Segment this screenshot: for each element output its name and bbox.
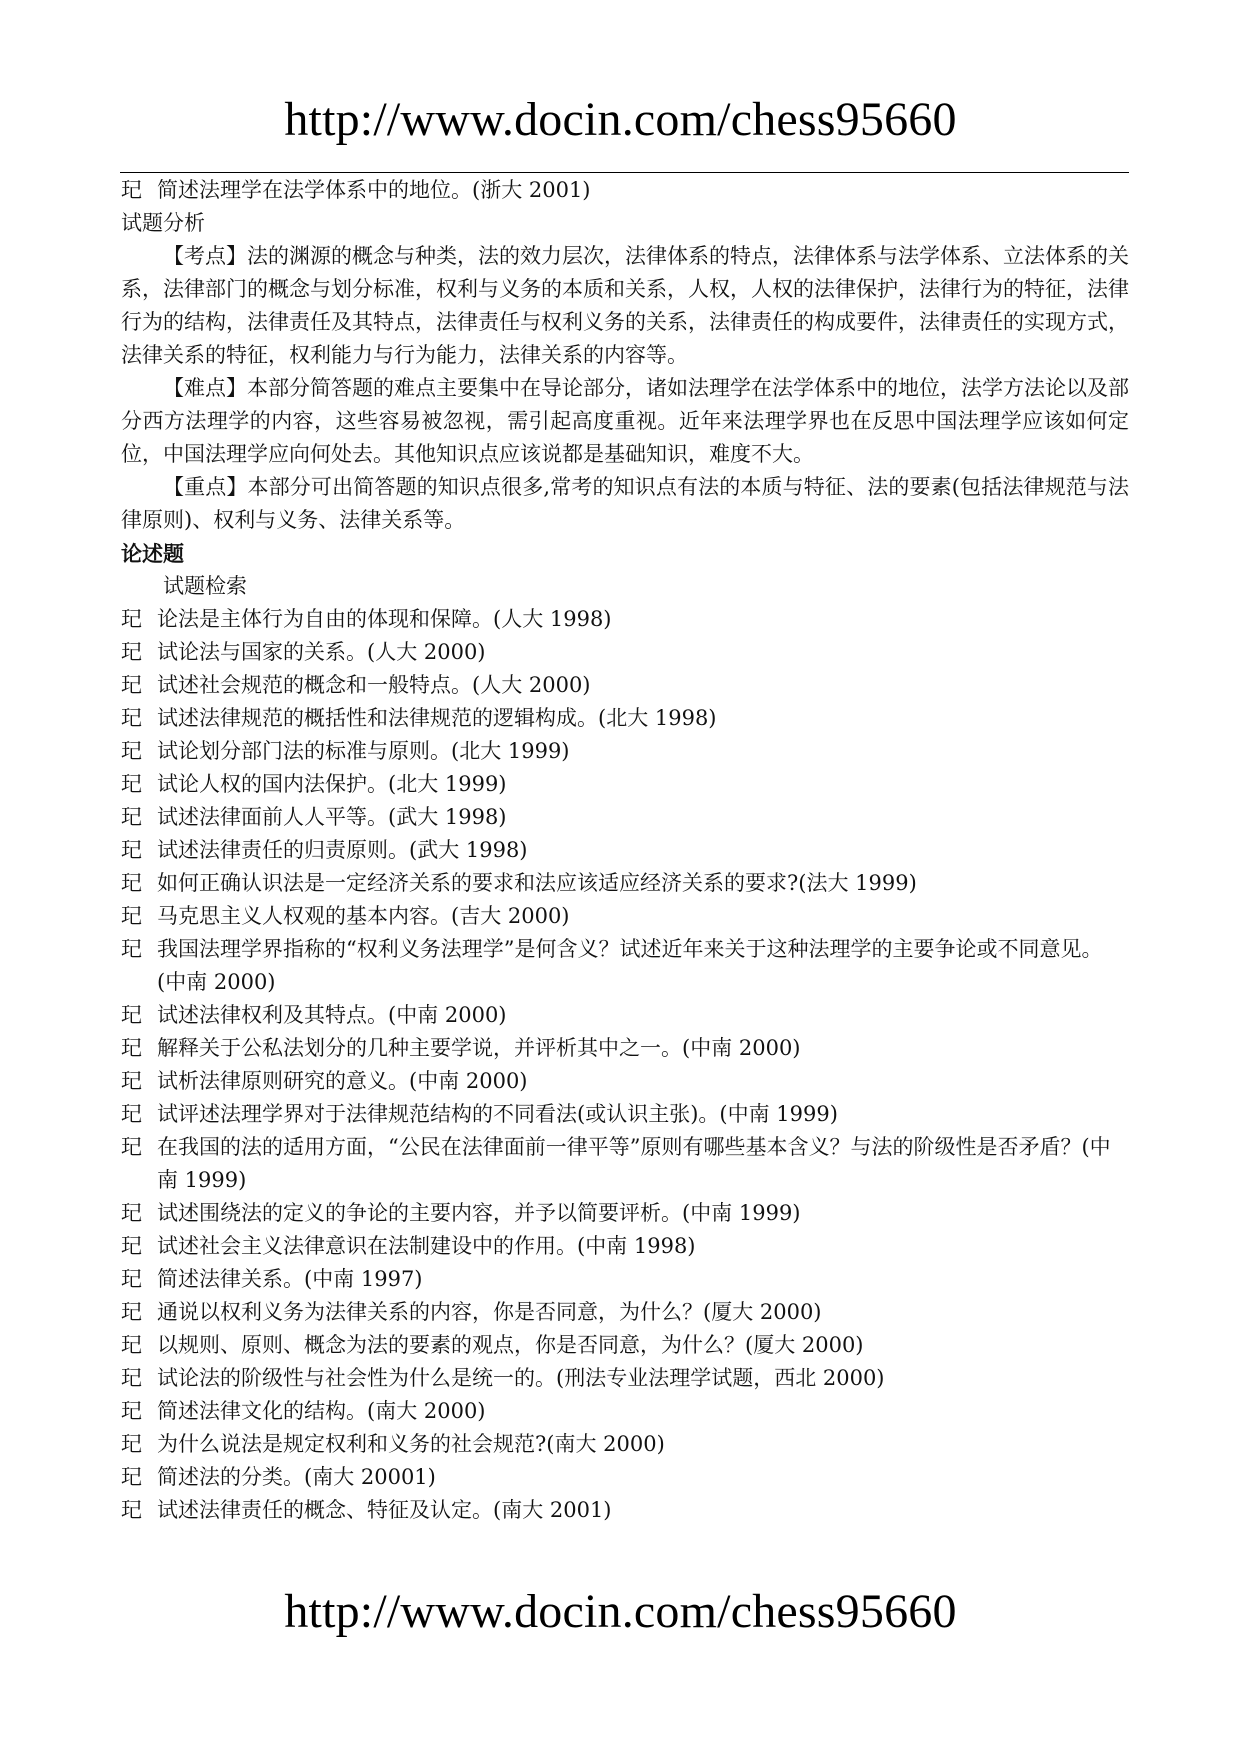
question-text: 试述法律权利及其特点。(中南 2000) <box>157 1003 507 1027</box>
bullet-glyph: 玘 <box>121 871 142 895</box>
zhongdian-paragraph: 【重点】本部分可出简答题的知识点很多,常考的知识点有法的本质与特征、法的要素(包括法律规范与法律原则)、权利与义务、法律关系等。 <box>121 475 1129 532</box>
bullet-glyph: 玘 <box>121 607 142 631</box>
bullet-glyph: 玘 <box>121 1465 142 1489</box>
question-text: 试论人权的国内法保护。(北大 1999) <box>157 772 507 796</box>
question-item <box>121 636 1129 669</box>
question-item <box>121 1362 1129 1395</box>
bullet-glyph: 玘 <box>121 1069 142 1093</box>
question-text: 在我国的法的适用方面，“公民在法律面前一律平等”原则有哪些基本含义？与法的阶级性是否矛盾？(中南 1999) <box>157 1135 1111 1192</box>
question-text: 试述法律面前人人平等。(武大 1998) <box>157 805 507 829</box>
question-item <box>121 900 1129 933</box>
question-item <box>121 174 1129 207</box>
document-body <box>121 174 1129 1527</box>
bullet-glyph: 玘 <box>121 1036 142 1060</box>
header-rule <box>120 172 1129 173</box>
question-text: 论法是主体行为自由的体现和保障。(人大 1998) <box>157 607 612 631</box>
question-item <box>121 1329 1129 1362</box>
bullet-glyph: 玘 <box>121 1234 142 1258</box>
header-url: http://www.docin.com/chess95660 <box>284 93 957 146</box>
bullet-glyph: 玘 <box>121 1432 142 1456</box>
question-text: 试评述法理学界对于法律规范结构的不同看法(或认识主张)。(中南 1999) <box>157 1102 838 1126</box>
question-item <box>121 801 1129 834</box>
question-item <box>121 735 1129 768</box>
question-text: 我国法理学界指称的“权利义务法理学”是何含义？试述近年来关于这种法理学的主要争论或不同意见。(中南 2000) <box>157 937 1103 994</box>
bullet-glyph: 玘 <box>121 838 142 862</box>
question-item <box>121 603 1129 636</box>
question-item <box>121 1494 1129 1527</box>
bullet-glyph: 玘 <box>121 904 142 928</box>
bullet-glyph: 玘 <box>121 1201 142 1225</box>
question-item <box>121 1032 1129 1065</box>
question-item <box>121 1197 1129 1230</box>
question-item <box>121 1461 1129 1494</box>
question-text: 试论划分部门法的标准与原则。(北大 1999) <box>157 739 570 763</box>
bullet-glyph: 玘 <box>121 1300 142 1324</box>
bullet-glyph: 玘 <box>121 640 142 664</box>
question-text: 简述法律关系。(中南 1997) <box>157 1267 423 1291</box>
bullet-glyph: 玘 <box>121 1102 142 1126</box>
question-text: 试述围绕法的定义的争论的主要内容，并予以简要评析。(中南 1999) <box>157 1201 801 1225</box>
question-text: 简述法理学在法学体系中的地位。(浙大 2001) <box>157 178 591 202</box>
question-item <box>121 1230 1129 1263</box>
question-item <box>121 1098 1129 1131</box>
question-item <box>121 1131 1129 1197</box>
question-item <box>121 1296 1129 1329</box>
bullet-glyph: 玘 <box>121 1333 142 1357</box>
search-title: 试题检索 <box>163 574 247 598</box>
question-item <box>121 999 1129 1032</box>
question-text: 试述法律责任的归责原则。(武大 1998) <box>157 838 528 862</box>
question-item <box>121 1428 1129 1461</box>
analysis-title: 试题分析 <box>121 211 205 235</box>
nandian-paragraph: 【难点】本部分简答题的难点主要集中在导论部分，诸如法理学在法学体系中的地位，法学方法论以及部分西方法理学的内容，这些容易被忽视，需引起高度重视。近年来法理学界也在反思中国法理学应该如何定位，中国法理学应向何处去。其他知识点应该说都是基础知识，难度不大。 <box>121 376 1129 466</box>
question-item <box>121 834 1129 867</box>
question-text: 试述社会规范的概念和一般特点。(人大 2000) <box>157 673 591 697</box>
bullet-glyph: 玘 <box>121 1267 142 1291</box>
bullet-glyph: 玘 <box>121 1135 142 1159</box>
question-text: 解释关于公私法划分的几种主要学说，并评析其中之一。(中南 2000) <box>157 1036 801 1060</box>
question-item <box>121 867 1129 900</box>
question-text: 试论法与国家的关系。(人大 2000) <box>157 640 486 664</box>
bullet-glyph: 玘 <box>121 772 142 796</box>
question-text: 为什么说法是规定权利和义务的社会规范?(南大 2000) <box>157 1432 665 1456</box>
bullet-glyph: 玘 <box>121 1399 142 1423</box>
question-item <box>121 702 1129 735</box>
footer-url: http://www.docin.com/chess95660 <box>284 1585 957 1638</box>
essay-heading: 论述题 <box>121 541 184 566</box>
bullet-glyph: 玘 <box>121 1498 142 1522</box>
question-item <box>121 933 1129 999</box>
question-text: 通说以权利义务为法律关系的内容，你是否同意，为什么？(厦大 2000) <box>157 1300 822 1324</box>
question-text: 试述法律责任的概念、特征及认定。(南大 2001) <box>157 1498 612 1522</box>
question-item <box>121 1263 1129 1296</box>
question-text: 试析法律原则研究的意义。(中南 2000) <box>157 1069 528 1093</box>
bullet-glyph: 玘 <box>121 673 142 697</box>
question-text: 试论法的阶级性与社会性为什么是统一的。(刑法专业法理学试题，西北 2000) <box>157 1366 885 1390</box>
bullet-glyph: 玘 <box>121 1003 142 1027</box>
question-item <box>121 768 1129 801</box>
question-text: 以规则、原则、概念为法的要素的观点，你是否同意，为什么？(厦大 2000) <box>157 1333 864 1357</box>
kaodian-paragraph: 【考点】法的渊源的概念与种类，法的效力层次，法律体系的特点，法律体系与法学体系、立法体系的关系，法律部门的概念与划分标准，权利与义务的本质和关系，人权，人权的法律保护，法律行为的特征，法律行为的结构，法律责任及其特点，法律责任与权利义务的关系，法律责任的构成要件，法律责任的实现方式，法律关系的特征，权利能力与行为能力，法律关系的内容等。 <box>121 244 1129 367</box>
bullet-glyph: 玘 <box>121 805 142 829</box>
question-item <box>121 1395 1129 1428</box>
question-text: 试述法律规范的概括性和法律规范的逻辑构成。(北大 1998) <box>157 706 717 730</box>
bullet-glyph: 玘 <box>121 1366 142 1390</box>
bullet-glyph: 玘 <box>121 937 142 961</box>
bullet-glyph: 玘 <box>121 739 142 763</box>
question-text: 试述社会主义法律意识在法制建设中的作用。(中南 1998) <box>157 1234 696 1258</box>
question-text: 简述法的分类。(南大 20001) <box>157 1465 436 1489</box>
question-text: 如何正确认识法是一定经济关系的要求和法应该适应经济关系的要求?(法大 1999) <box>157 871 917 895</box>
question-text: 简述法律文化的结构。(南大 2000) <box>157 1399 486 1423</box>
bullet-glyph: 玘 <box>121 178 142 202</box>
bullet-glyph: 玘 <box>121 706 142 730</box>
question-item <box>121 1065 1129 1098</box>
question-text: 马克思主义人权观的基本内容。(吉大 2000) <box>157 904 570 928</box>
essay-question-list <box>121 603 1129 1527</box>
question-item <box>121 669 1129 702</box>
